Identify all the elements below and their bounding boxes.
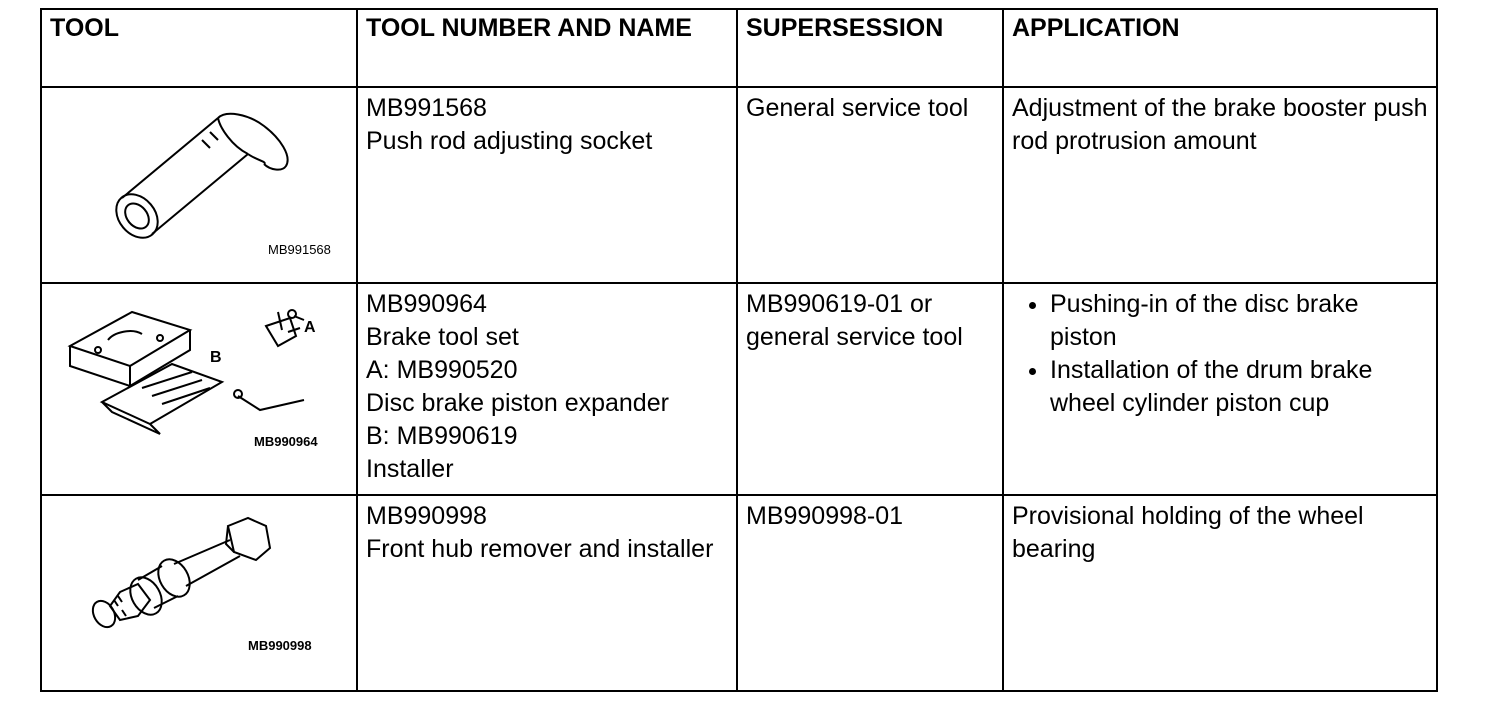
application-cell [1003,283,1437,495]
push-rod-socket-illustration [42,88,358,284]
tool-number: MB991568 [366,94,487,122]
tool-image-cell [41,87,357,283]
tool-image-cell [41,283,357,495]
supersession-cell: MB990998-01 [737,495,1003,691]
supersession-cell: General service tool [737,87,1003,283]
callout-a: A [304,319,316,336]
tool-number-and-name-cell [357,283,737,495]
special-tools-table [40,8,1438,692]
tool-number-and-name-cell [357,87,737,283]
application-cell: Adjustment of the brake booster push rod protrusion amount [1003,87,1437,283]
tool-name: Front hub remover and installer [366,535,714,563]
tool-component-a-name: Disc brake piston expander [366,389,669,417]
list-item: • Installation of the drum brake wheel cylinder piston cup [1050,354,1428,420]
table-row [41,283,1437,495]
header-supersession: SUPERSESSION [737,9,1003,87]
table-row [41,87,1437,283]
application-cell: Provisional holding of the wheel bearing [1003,495,1437,691]
tool-name: Push rod adjusting socket [366,127,653,155]
front-hub-remover-illustration [42,496,358,692]
tool-component-b: B: MB990619 [366,422,518,450]
table-row [41,495,1437,691]
tool-component-b-name: Installer [366,455,454,483]
header-row [41,9,1437,87]
tool-image-label: MB991568 [268,242,331,257]
tool-component-a: A: MB990520 [366,356,518,384]
tool-number: MB990998 [366,502,487,530]
brake-tool-set-illustration [42,284,358,496]
tool-number-and-name-cell [357,495,737,691]
application-list [1012,288,1428,420]
list-item: • Pushing-in of the disc brake piston [1050,288,1428,354]
header-application: APPLICATION [1003,9,1437,87]
header-tool: TOOL [41,9,357,87]
supersession-cell: MB990619-01 or general service tool [737,283,1003,495]
callout-b: B [210,349,222,366]
tool-name: Brake tool set [366,323,519,351]
tool-image-label: MB990964 [254,434,318,449]
tool-image-cell [41,495,357,691]
tool-number: MB990964 [366,290,487,318]
header-tool-number-and-name: TOOL NUMBER AND NAME [357,9,737,87]
tool-image-label: MB990998 [248,638,312,653]
